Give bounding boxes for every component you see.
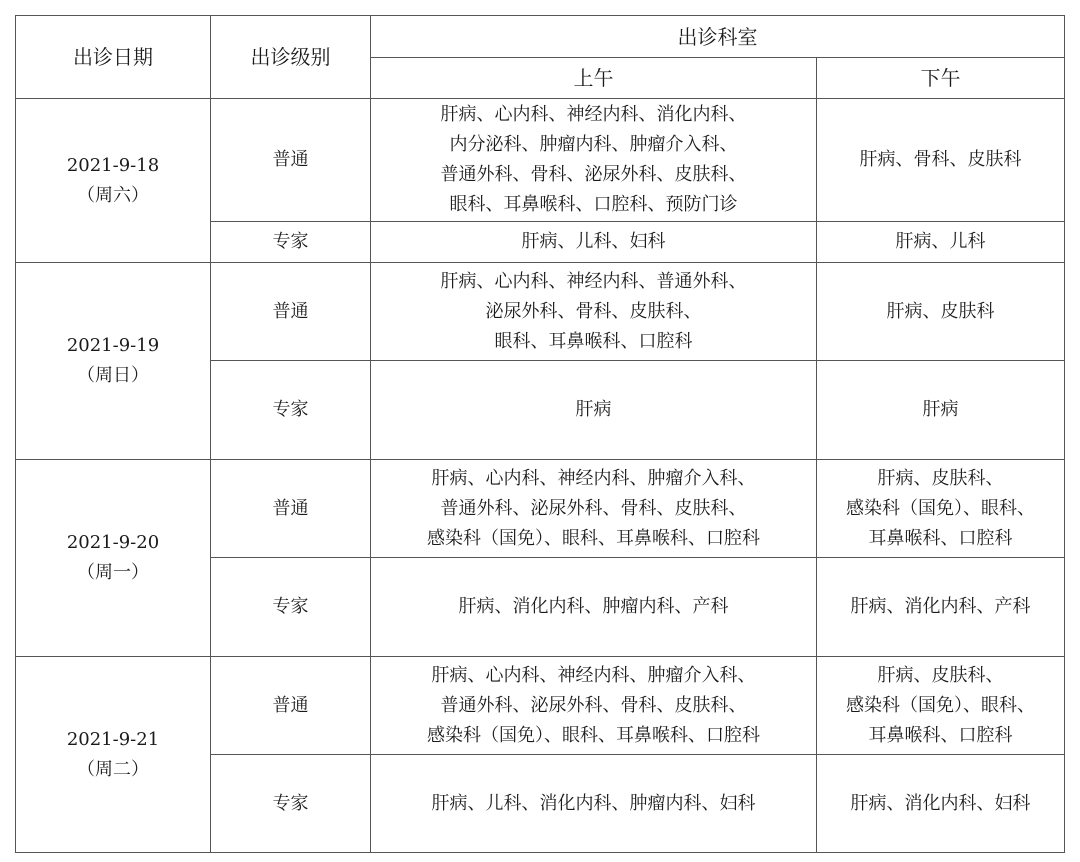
weekday-text: （周日） [77, 365, 149, 386]
afternoon-departments-cell [817, 361, 1065, 460]
afternoon-departments-cell [817, 657, 1065, 755]
morning-departments-cell [371, 99, 817, 222]
level-cell: 普通 [211, 657, 371, 755]
afternoon-departments-cell [817, 558, 1065, 657]
date-text: 2021-9-19 [66, 335, 160, 356]
afternoon-departments-cell [817, 755, 1065, 853]
afternoon-departments-cell [817, 222, 1065, 263]
afternoon-departments-cell [817, 263, 1065, 361]
department-line: 肝病、儿科、消化内科、肿瘤内科、妇科 [431, 792, 756, 814]
afternoon-departments-cell [817, 99, 1065, 222]
morning-departments-cell [371, 558, 817, 657]
level-cell: 普通 [211, 99, 371, 222]
department-line: 肝病、儿科 [895, 231, 986, 252]
department-line: 肝病、皮肤科 [886, 300, 995, 322]
department-line: 肝病、骨科、皮肤科 [859, 149, 1022, 170]
date-cell [16, 263, 211, 460]
department-line: 肝病、消化内科、肿瘤内科、产科 [458, 596, 729, 617]
department-line: 肝病、心内科、神经内科、肿瘤介入科、 [431, 467, 756, 489]
table-row [16, 263, 1065, 361]
table-row [16, 99, 1065, 222]
clinic-schedule-table [15, 15, 1065, 853]
department-line: 普通外科、骨科、泌尿外科、皮肤科、 [440, 164, 747, 185]
header-date: 出诊日期 [16, 16, 211, 99]
department-line: 肝病、心内科、神经内科、普通外科、 [440, 270, 747, 292]
department-line: 耳鼻喉科、口腔科 [868, 724, 1013, 746]
department-line: 肝病、儿科、妇科 [521, 231, 666, 252]
date-text: 2021-9-18 [66, 154, 160, 176]
afternoon-departments-cell [817, 460, 1065, 558]
morning-departments-cell [371, 460, 817, 558]
header-department: 出诊科室 [371, 16, 1065, 58]
date-text: 2021-9-21 [66, 728, 160, 750]
header-morning: 上午 [371, 58, 817, 99]
table-row [16, 657, 1065, 755]
date-cell [16, 460, 211, 657]
date-cell [16, 99, 211, 263]
morning-departments-cell [371, 657, 817, 755]
level-cell: 普通 [211, 263, 371, 361]
level-cell: 普通 [211, 460, 371, 558]
header-level: 出诊级别 [211, 16, 371, 99]
department-line: 普通外科、泌尿外科、骨科、皮肤科、 [440, 497, 747, 519]
department-line: 肝病、消化内科、妇科 [850, 792, 1031, 814]
level-cell: 专家 [211, 222, 371, 263]
weekday-text: （周一） [77, 562, 149, 583]
department-line: 眼科、耳鼻喉科、口腔科 [494, 330, 693, 352]
department-line: 肝病、皮肤科、 [877, 664, 1004, 686]
header-afternoon: 下午 [817, 58, 1065, 99]
department-line: 肝病 [922, 399, 959, 420]
weekday-text: （周六） [77, 184, 149, 206]
level-cell: 专家 [211, 755, 371, 853]
level-cell: 专家 [211, 361, 371, 460]
department-line: 内分泌科、肿瘤内科、肿瘤介入科、 [449, 134, 738, 155]
morning-departments-cell [371, 361, 817, 460]
date-cell [16, 657, 211, 853]
department-line: 感染科（国免）、眼科、耳鼻喉科、口腔科 [427, 527, 760, 549]
morning-departments-cell [371, 263, 817, 361]
department-line: 肝病、消化内科、产科 [850, 596, 1031, 617]
morning-departments-cell [371, 222, 817, 263]
department-line: 感染科（国免）、眼科、 [846, 694, 1035, 716]
department-line: 泌尿外科、骨科、皮肤科、 [485, 300, 702, 322]
department-line: 感染科（国免）、眼科、 [846, 497, 1035, 519]
department-line: 肝病、皮肤科、 [877, 467, 1004, 489]
date-text: 2021-9-20 [66, 532, 160, 553]
level-cell: 专家 [211, 558, 371, 657]
department-line: 感染科（国免）、眼科、耳鼻喉科、口腔科 [427, 724, 760, 746]
department-line: 肝病、心内科、神经内科、消化内科、 [440, 104, 747, 125]
department-line: 眼科、耳鼻喉科、口腔科、预防门诊 [449, 194, 738, 215]
department-line: 普通外科、泌尿外科、骨科、皮肤科、 [440, 694, 747, 716]
department-line: 耳鼻喉科、口腔科 [868, 527, 1013, 549]
department-line: 肝病、心内科、神经内科、肿瘤介入科、 [431, 664, 756, 686]
weekday-text: （周二） [77, 758, 149, 780]
morning-departments-cell [371, 755, 817, 853]
table-row [16, 460, 1065, 558]
department-line: 肝病 [575, 399, 612, 420]
